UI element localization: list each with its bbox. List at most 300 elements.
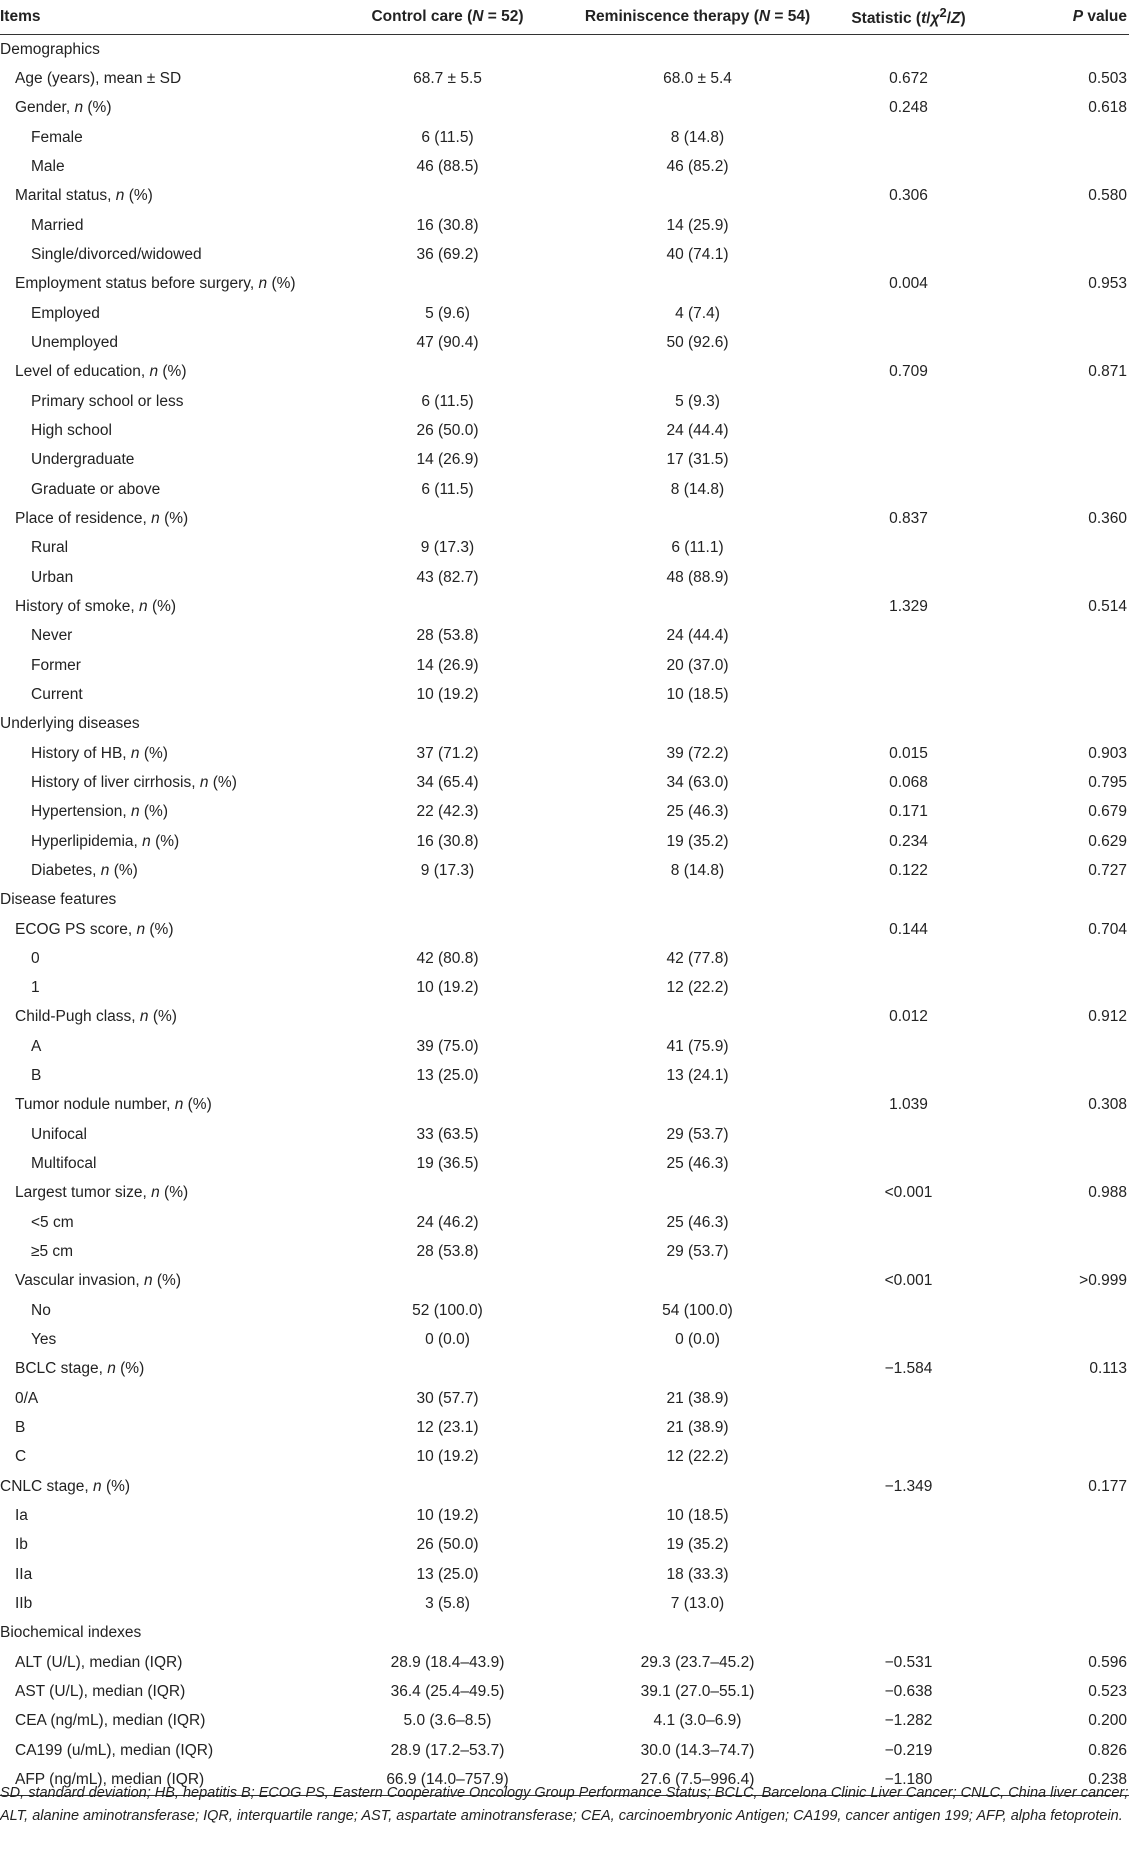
table-row bbox=[0, 534, 1129, 563]
row-label-text: <5 cm bbox=[31, 1213, 74, 1231]
statistic-cell bbox=[830, 211, 987, 240]
p-value-cell: 0.596 bbox=[1088, 1653, 1127, 1671]
table-row bbox=[0, 328, 1129, 357]
row-label-suffix: (%) bbox=[83, 99, 112, 117]
control-care-cell: 0 (0.0) bbox=[425, 1331, 470, 1349]
table-row bbox=[0, 915, 1129, 944]
table-row bbox=[0, 1501, 1129, 1530]
p-value-cell: 0.360 bbox=[1088, 509, 1127, 527]
p-value-cell bbox=[987, 1619, 1129, 1648]
control-care-cell: 5.0 (3.6–8.5) bbox=[403, 1712, 492, 1730]
row-label-suffix: (%) bbox=[183, 1096, 212, 1114]
statistic-cell bbox=[830, 1443, 987, 1472]
control-care-cell: 12 (23.1) bbox=[416, 1419, 479, 1437]
row-label-italic: n bbox=[258, 275, 268, 293]
control-care-cell: 34 (65.4) bbox=[416, 773, 479, 791]
header-items: Items bbox=[0, 0, 330, 35]
header-statistic-z: Z bbox=[951, 10, 961, 28]
table-row bbox=[0, 592, 1129, 621]
statistic-cell bbox=[830, 328, 987, 357]
header-control-care bbox=[330, 0, 565, 35]
control-care-cell bbox=[330, 1619, 565, 1648]
row-label-text: Biochemical indexes bbox=[0, 1624, 142, 1642]
table-row bbox=[0, 856, 1129, 885]
row-label bbox=[0, 1707, 330, 1736]
reminiscence-therapy-cell bbox=[565, 182, 830, 211]
reminiscence-therapy-cell: 5 (9.3) bbox=[675, 392, 720, 410]
section-row bbox=[0, 886, 1129, 915]
row-label-text: CA199 (u/mL), median (IQR) bbox=[15, 1741, 214, 1759]
reminiscence-therapy-cell: 48 (88.9) bbox=[666, 568, 729, 586]
table-row bbox=[0, 1589, 1129, 1618]
row-label-text: ≥5 cm bbox=[31, 1243, 74, 1261]
p-value-cell bbox=[987, 886, 1129, 915]
reminiscence-therapy-cell bbox=[565, 592, 830, 621]
row-label-text: Age (years), mean ± SD bbox=[15, 69, 182, 87]
table-header bbox=[0, 0, 1129, 35]
statistic-cell bbox=[830, 1061, 987, 1090]
statistic-cell bbox=[830, 1589, 987, 1618]
table-row bbox=[0, 1677, 1129, 1706]
control-care-cell bbox=[330, 182, 565, 211]
p-value-cell: 0.679 bbox=[1088, 803, 1127, 821]
reminiscence-therapy-cell: 8 (14.8) bbox=[670, 480, 725, 498]
table-row bbox=[0, 944, 1129, 973]
reminiscence-therapy-cell: 12 (22.2) bbox=[666, 979, 729, 997]
table-row bbox=[0, 1120, 1129, 1149]
p-value-cell bbox=[987, 651, 1129, 680]
reminiscence-therapy-cell: 21 (38.9) bbox=[666, 1389, 729, 1407]
p-value-cell: 0.177 bbox=[1088, 1477, 1127, 1495]
row-label-italic: n bbox=[136, 920, 146, 938]
row-label-text: History of smoke, bbox=[15, 597, 140, 615]
control-care-cell: 14 (26.9) bbox=[416, 451, 479, 469]
row-label bbox=[0, 1677, 330, 1706]
reminiscence-therapy-cell: 8 (14.8) bbox=[670, 861, 725, 879]
p-value-cell: 0.238 bbox=[987, 1765, 1129, 1795]
p-value-cell bbox=[987, 1032, 1129, 1061]
p-value-cell bbox=[987, 152, 1129, 181]
p-value-cell: 0.871 bbox=[1088, 363, 1127, 381]
control-care-cell bbox=[330, 592, 565, 621]
section-row bbox=[0, 1619, 1129, 1648]
p-value-cell bbox=[987, 710, 1129, 739]
reminiscence-therapy-cell: 19 (35.2) bbox=[666, 832, 729, 850]
row-label bbox=[0, 1736, 330, 1765]
row-label bbox=[0, 827, 330, 856]
row-label-suffix: (%) bbox=[139, 744, 168, 762]
row-label bbox=[0, 651, 330, 680]
table-footnote bbox=[0, 1782, 1129, 1828]
row-label bbox=[0, 270, 330, 299]
reminiscence-therapy-cell bbox=[565, 1179, 830, 1208]
control-care-cell: 28.9 (18.4–43.9) bbox=[390, 1653, 505, 1671]
row-label bbox=[0, 152, 330, 181]
row-label-text: CNLC stage, bbox=[0, 1477, 94, 1495]
statistic-cell bbox=[830, 1208, 987, 1237]
row-label-italic: n bbox=[143, 1272, 153, 1290]
p-value-cell bbox=[987, 1589, 1129, 1618]
control-care-cell: 66.9 (14.0–757.9) bbox=[330, 1765, 565, 1795]
row-label bbox=[0, 534, 330, 563]
p-value-cell bbox=[987, 1501, 1129, 1530]
control-care-cell: 36.4 (25.4–49.5) bbox=[390, 1683, 505, 1701]
table-row bbox=[0, 768, 1129, 797]
row-label bbox=[0, 299, 330, 328]
row-label-text: Gender, bbox=[15, 99, 75, 117]
header-p-var: P bbox=[1072, 8, 1084, 25]
p-value-cell bbox=[987, 622, 1129, 651]
reminiscence-therapy-cell: 24 (44.4) bbox=[666, 421, 729, 439]
reminiscence-therapy-cell: 39.1 (27.0–55.1) bbox=[640, 1683, 755, 1701]
statistic-cell: 0.122 bbox=[889, 861, 928, 879]
row-label bbox=[0, 64, 330, 93]
table-body bbox=[0, 35, 1129, 1796]
control-care-cell bbox=[330, 1091, 565, 1120]
control-care-cell: 13 (25.0) bbox=[416, 1067, 479, 1085]
table-row bbox=[0, 446, 1129, 475]
p-value-cell: 0.618 bbox=[1088, 99, 1127, 117]
reminiscence-therapy-cell: 13 (24.1) bbox=[666, 1067, 729, 1085]
statistic-cell: 0.837 bbox=[889, 509, 928, 527]
reminiscence-therapy-cell bbox=[565, 358, 830, 387]
header-reminiscence-var: N bbox=[758, 8, 771, 25]
statistic-cell bbox=[830, 1501, 987, 1530]
row-label bbox=[0, 1384, 330, 1413]
statistic-cell: −1.584 bbox=[884, 1360, 933, 1378]
row-label bbox=[0, 739, 330, 768]
control-care-cell: 28 (53.8) bbox=[416, 627, 479, 645]
table-row bbox=[0, 1296, 1129, 1325]
statistic-cell bbox=[830, 1531, 987, 1560]
statistic-cell: −0.638 bbox=[884, 1683, 933, 1701]
statistic-cell bbox=[830, 680, 987, 709]
table-row bbox=[0, 64, 1129, 93]
p-value-cell bbox=[987, 1120, 1129, 1149]
row-label bbox=[0, 798, 330, 827]
row-label bbox=[0, 1061, 330, 1090]
row-label-text: Urban bbox=[31, 568, 74, 586]
row-label-text: Female bbox=[31, 128, 83, 146]
table-row bbox=[0, 123, 1129, 152]
row-label bbox=[0, 1589, 330, 1618]
row-label-italic: n bbox=[149, 363, 159, 381]
statistic-cell: −1.282 bbox=[884, 1712, 933, 1730]
row-label-text: IIa bbox=[15, 1565, 33, 1583]
control-care-cell: 3 (5.8) bbox=[425, 1595, 470, 1613]
control-care-cell: 10 (19.2) bbox=[416, 979, 479, 997]
row-label bbox=[0, 504, 330, 533]
statistic-cell bbox=[830, 1325, 987, 1354]
reminiscence-therapy-cell bbox=[565, 1267, 830, 1296]
p-value-cell bbox=[987, 299, 1129, 328]
p-value-cell: 0.704 bbox=[1088, 920, 1127, 938]
table-row bbox=[0, 1413, 1129, 1442]
statistic-cell bbox=[830, 475, 987, 504]
control-care-cell: 9 (17.3) bbox=[420, 861, 475, 879]
statistic-cell: 0.068 bbox=[889, 773, 928, 791]
statistic-cell bbox=[830, 1149, 987, 1178]
reminiscence-therapy-cell: 54 (100.0) bbox=[662, 1301, 733, 1319]
statistic-cell bbox=[830, 1237, 987, 1266]
control-care-cell: 26 (50.0) bbox=[416, 1536, 479, 1554]
p-value-cell bbox=[987, 35, 1129, 65]
row-label bbox=[0, 1413, 330, 1442]
p-value-cell: 0.523 bbox=[1088, 1683, 1127, 1701]
row-label-text: Hypertension, bbox=[31, 803, 131, 821]
row-label-text: CEA (ng/mL), median (IQR) bbox=[15, 1712, 206, 1730]
row-label-suffix: (%) bbox=[139, 803, 168, 821]
control-care-cell: 10 (19.2) bbox=[416, 1507, 479, 1525]
control-care-cell: 68.7 ± 5.5 bbox=[413, 69, 482, 87]
reminiscence-therapy-cell: 0 (0.0) bbox=[675, 1331, 720, 1349]
statistic-cell bbox=[830, 710, 987, 739]
table-row bbox=[0, 475, 1129, 504]
row-label-text: Unifocal bbox=[31, 1125, 87, 1143]
row-label-italic: n bbox=[139, 1008, 149, 1026]
control-care-cell: 46 (88.5) bbox=[416, 157, 479, 175]
row-label-text: Level of education, bbox=[15, 363, 150, 381]
control-care-cell bbox=[330, 886, 565, 915]
control-care-cell bbox=[330, 1179, 565, 1208]
row-label-text: Ib bbox=[15, 1536, 28, 1554]
row-label bbox=[0, 1355, 330, 1384]
control-care-cell: 16 (30.8) bbox=[416, 216, 479, 234]
statistic-cell: −0.219 bbox=[884, 1741, 933, 1759]
control-care-cell bbox=[330, 915, 565, 944]
table-row bbox=[0, 1355, 1129, 1384]
row-label-text: AFP (ng/mL), median (IQR) bbox=[15, 1771, 205, 1789]
row-label-suffix: (%) bbox=[158, 363, 187, 381]
row-label-text: B bbox=[15, 1419, 26, 1437]
reminiscence-therapy-cell: 18 (33.3) bbox=[666, 1565, 729, 1583]
row-label bbox=[0, 358, 330, 387]
row-label-text: Marital status, bbox=[15, 187, 116, 205]
row-label bbox=[0, 915, 330, 944]
reminiscence-therapy-cell: 40 (74.1) bbox=[666, 245, 729, 263]
row-label bbox=[0, 1267, 330, 1296]
row-label bbox=[0, 1120, 330, 1149]
reminiscence-therapy-cell: 25 (46.3) bbox=[666, 1213, 729, 1231]
statistic-cell bbox=[830, 152, 987, 181]
control-care-cell bbox=[330, 270, 565, 299]
control-care-cell: 10 (19.2) bbox=[416, 685, 479, 703]
reminiscence-therapy-cell: 68.0 ± 5.4 bbox=[663, 69, 732, 87]
row-label-text: BCLC stage, bbox=[15, 1360, 108, 1378]
row-label bbox=[0, 475, 330, 504]
statistic-cell bbox=[830, 1032, 987, 1061]
row-label-text: Vascular invasion, bbox=[15, 1272, 144, 1290]
row-label bbox=[0, 944, 330, 973]
row-label bbox=[0, 446, 330, 475]
p-value-cell: 0.795 bbox=[1088, 773, 1127, 791]
row-label-text: Ia bbox=[15, 1507, 28, 1525]
row-label-italic: n bbox=[74, 99, 84, 117]
row-label bbox=[0, 592, 330, 621]
row-label-text: A bbox=[31, 1037, 42, 1055]
p-value-cell bbox=[987, 1325, 1129, 1354]
row-label-text: Underlying diseases bbox=[0, 715, 140, 733]
row-label bbox=[0, 416, 330, 445]
p-value-cell bbox=[987, 387, 1129, 416]
row-label bbox=[0, 1237, 330, 1266]
row-label bbox=[0, 710, 330, 739]
row-label-text: Male bbox=[31, 157, 65, 175]
statistic-cell: 0.012 bbox=[889, 1008, 928, 1026]
control-care-cell bbox=[330, 504, 565, 533]
statistic-cell: −1.349 bbox=[884, 1477, 933, 1495]
reminiscence-therapy-cell: 19 (35.2) bbox=[666, 1536, 729, 1554]
table-row bbox=[0, 1061, 1129, 1090]
row-label-text: No bbox=[31, 1301, 51, 1319]
p-value-cell bbox=[987, 1384, 1129, 1413]
control-care-cell: 9 (17.3) bbox=[420, 539, 475, 557]
control-care-cell: 6 (11.5) bbox=[421, 392, 474, 410]
statistic-cell: 0.171 bbox=[889, 803, 928, 821]
statistic-cell: 1.329 bbox=[889, 597, 928, 615]
control-care-cell: 52 (100.0) bbox=[412, 1301, 483, 1319]
control-care-cell: 19 (36.5) bbox=[416, 1155, 479, 1173]
header-statistic-slash2: / bbox=[946, 10, 952, 28]
statistic-cell bbox=[830, 240, 987, 269]
row-label bbox=[0, 886, 330, 915]
p-value-cell: 0.580 bbox=[1088, 187, 1127, 205]
row-label bbox=[0, 35, 330, 65]
statistic-cell: 0.015 bbox=[889, 744, 928, 762]
table-row bbox=[0, 182, 1129, 211]
header-statistic-pre: Statistic ( bbox=[851, 10, 922, 28]
reminiscence-therapy-cell: 6 (11.1) bbox=[671, 539, 724, 557]
row-label bbox=[0, 563, 330, 592]
statistic-cell bbox=[830, 35, 987, 65]
p-value-cell: >0.999 bbox=[1079, 1272, 1127, 1290]
statistic-cell bbox=[830, 1619, 987, 1648]
table-row bbox=[0, 974, 1129, 1003]
p-value-cell: 0.903 bbox=[1088, 744, 1127, 762]
row-label-text: Demographics bbox=[0, 40, 100, 58]
control-care-cell: 13 (25.0) bbox=[416, 1565, 479, 1583]
row-label bbox=[0, 1472, 330, 1501]
reminiscence-therapy-cell bbox=[565, 94, 830, 123]
row-label-text: Unemployed bbox=[31, 333, 119, 351]
control-care-cell: 43 (82.7) bbox=[416, 568, 479, 586]
table-row bbox=[0, 1443, 1129, 1472]
control-care-cell: 30 (57.7) bbox=[416, 1389, 479, 1407]
control-care-cell: 22 (42.3) bbox=[416, 803, 479, 821]
table-row bbox=[0, 1648, 1129, 1677]
control-care-cell: 28 (53.8) bbox=[416, 1243, 479, 1261]
control-care-cell bbox=[330, 358, 565, 387]
table-row bbox=[0, 211, 1129, 240]
reminiscence-therapy-cell: 39 (72.2) bbox=[666, 744, 729, 762]
statistic-cell bbox=[830, 974, 987, 1003]
row-label-text: Single/divorced/widowed bbox=[31, 245, 202, 263]
row-label-italic: n bbox=[115, 187, 125, 205]
row-label-text: IIb bbox=[15, 1595, 33, 1613]
reminiscence-therapy-cell: 46 (85.2) bbox=[666, 157, 729, 175]
p-value-cell bbox=[987, 1237, 1129, 1266]
reminiscence-therapy-cell: 29 (53.7) bbox=[666, 1243, 729, 1261]
row-label bbox=[0, 1296, 330, 1325]
row-label bbox=[0, 1208, 330, 1237]
table-row bbox=[0, 358, 1129, 387]
row-label-italic: n bbox=[151, 1184, 160, 1202]
row-label bbox=[0, 182, 330, 211]
row-label-text: Current bbox=[31, 685, 83, 703]
table-row bbox=[0, 1325, 1129, 1354]
p-value-cell bbox=[987, 1208, 1129, 1237]
row-label-italic: n bbox=[199, 773, 209, 791]
p-value-cell: 0.826 bbox=[1088, 1741, 1127, 1759]
reminiscence-therapy-cell: 20 (37.0) bbox=[666, 656, 729, 674]
reminiscence-therapy-cell: 27.6 (7.5–996.4) bbox=[565, 1765, 830, 1795]
control-care-cell: 5 (9.6) bbox=[425, 304, 470, 322]
row-label bbox=[0, 1501, 330, 1530]
row-label-italic: n bbox=[142, 832, 151, 850]
control-care-cell bbox=[330, 94, 565, 123]
p-value-cell: 0.503 bbox=[1088, 69, 1127, 87]
row-label-suffix: (%) bbox=[150, 832, 180, 850]
p-value-cell: 0.912 bbox=[1088, 1008, 1127, 1026]
row-label bbox=[0, 1648, 330, 1677]
table-row bbox=[0, 94, 1129, 123]
table-row bbox=[0, 504, 1129, 533]
row-label bbox=[0, 856, 330, 885]
row-label-suffix: (%) bbox=[148, 1008, 177, 1026]
row-label-suffix: (%) bbox=[115, 1360, 145, 1378]
row-label-text: Married bbox=[31, 216, 84, 234]
row-label bbox=[0, 974, 330, 1003]
p-value-cell bbox=[987, 240, 1129, 269]
reminiscence-therapy-cell: 4 (7.4) bbox=[675, 304, 720, 322]
statistic-cell bbox=[830, 123, 987, 152]
statistic-cell bbox=[830, 563, 987, 592]
reminiscence-therapy-cell: 34 (63.0) bbox=[666, 773, 729, 791]
control-care-cell: 6 (11.5) bbox=[421, 128, 474, 146]
reminiscence-therapy-cell: 42 (77.8) bbox=[666, 949, 729, 967]
control-care-cell: 39 (75.0) bbox=[416, 1037, 479, 1055]
statistic-cell bbox=[830, 1384, 987, 1413]
reminiscence-therapy-cell: 4.1 (3.0–6.9) bbox=[653, 1712, 742, 1730]
row-label-text: Former bbox=[31, 656, 81, 674]
row-label-text: C bbox=[15, 1448, 27, 1466]
p-value-cell bbox=[987, 534, 1129, 563]
reminiscence-therapy-cell: 50 (92.6) bbox=[666, 333, 729, 351]
reminiscence-therapy-cell bbox=[565, 1472, 830, 1501]
control-care-cell bbox=[330, 35, 565, 65]
row-label-suffix: (%) bbox=[101, 1477, 131, 1495]
table-row bbox=[0, 1531, 1129, 1560]
table-row bbox=[0, 387, 1129, 416]
table-row bbox=[0, 651, 1129, 680]
reminiscence-therapy-cell: 10 (18.5) bbox=[666, 1507, 729, 1525]
row-label bbox=[0, 1179, 330, 1208]
row-label-suffix: (%) bbox=[159, 1184, 189, 1202]
row-label-text: Place of residence, bbox=[15, 509, 152, 527]
reminiscence-therapy-cell: 14 (25.9) bbox=[666, 216, 729, 234]
p-value-cell: 0.514 bbox=[1088, 597, 1127, 615]
table-row bbox=[0, 563, 1129, 592]
p-value-cell bbox=[987, 563, 1129, 592]
table-row bbox=[0, 739, 1129, 768]
p-value-cell bbox=[987, 1149, 1129, 1178]
row-label-italic: n bbox=[100, 861, 110, 879]
row-label-text: Employed bbox=[31, 304, 100, 322]
statistic-cell: 0.234 bbox=[889, 832, 928, 850]
statistic-cell bbox=[830, 1560, 987, 1589]
reminiscence-therapy-cell: 29 (53.7) bbox=[666, 1125, 729, 1143]
control-care-cell: 28.9 (17.2–53.7) bbox=[390, 1741, 505, 1759]
